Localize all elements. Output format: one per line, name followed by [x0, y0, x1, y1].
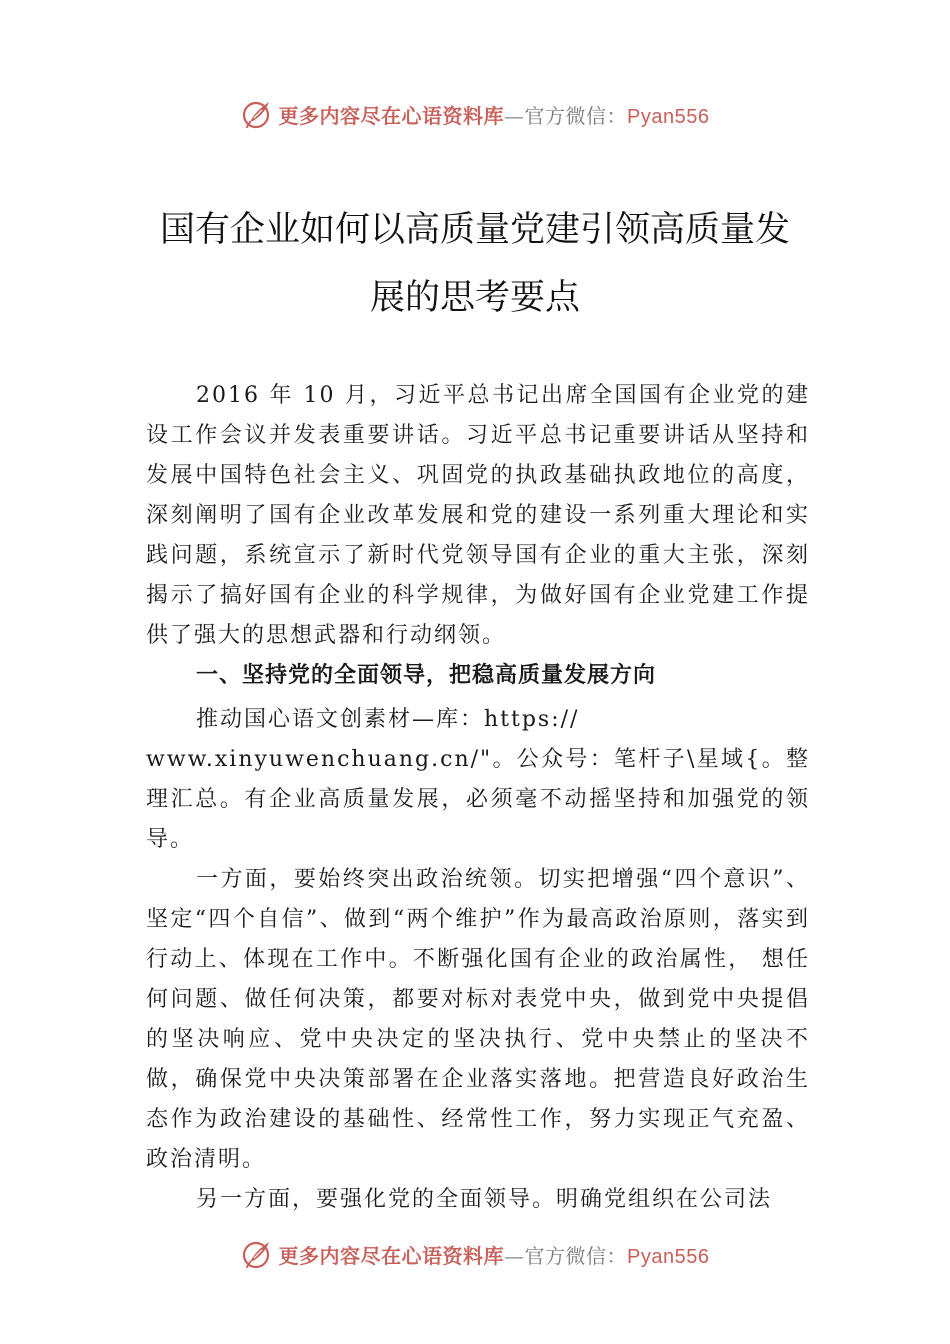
watermark-text: [279, 1240, 710, 1269]
watermark-brand: 更多内容尽在心语资料库: [278, 103, 505, 128]
section-1-paragraph-1: [146, 700, 810, 860]
title-line-2: 展的思考要点: [369, 278, 580, 318]
title-line-1: 国有企业如何以高质量党建引领高质量发: [159, 210, 790, 250]
watermark-separator: —: [504, 1243, 525, 1268]
feather-pen-icon: [241, 98, 273, 130]
watermark-brand: 更多内容尽在心语资料库: [278, 1243, 505, 1268]
watermark-text: [279, 100, 710, 129]
document-body: [146, 376, 810, 1220]
section-1-heading: 一、坚持党的全面领导，把稳高质量发展方向: [196, 663, 657, 688]
watermark-footer: [0, 1234, 950, 1274]
section-1-p1-first-line: 推动国心语文创素材—库：https://: [196, 707, 580, 732]
watermark-header: [0, 94, 950, 134]
section-1-paragraph-2: 一方面，要始终突出政治统领。切实把增强“四个意识”、坚定“四个自信”、做到“两个维护”作为最高政治原则，落实到行动上、体现在工作中。不断强化国有企业的政治属性， 想任何问题、做任何决策，都要对标对表党中央，做到党中央提倡的坚决响应、党中央决定的坚决执行、党中央禁止的坚决不做，确保党中央决策部署在企业落实落地。把营造良好政治生态作为政治建设的基础性、经常性工作，努力实现正气充盈、政治清明。: [146, 867, 810, 1172]
watermark-label: 官方微信：: [524, 103, 628, 128]
document-title: [140, 196, 810, 332]
section-1-paragraph-3: 另一方面，要强化党的全面领导。明确党组织在公司法: [196, 1187, 773, 1212]
intro-paragraph: 2016 年 10 月，习近平总书记出席全国国有企业党的建设工作会议并发表重要讲话。习近平总书记重要讲话从坚持和发展中国特色社会主义、巩固党的执政基础执政地位的高度，深刻阐明了国有企业改革发展和党的建设一系列重大理论和实践问题，系统宣示了新时代党领导国有企业的重大主张，深刻揭示了搞好国有企业的科学规律，为做好国有企业党建工作提供了强大的思想武器和行动纲领。: [146, 383, 810, 648]
watermark-separator: —: [504, 103, 525, 128]
section-1-p1-rest: www.xinyuwenchuang.cn/"。公众号：笔杆子\星域{。整理汇总。有企业高质量发展，必须毫不动摇坚持和加强党的领导。: [146, 747, 810, 852]
feather-pen-icon: [241, 1238, 273, 1270]
watermark-label: 官方微信：: [524, 1243, 628, 1268]
watermark-wechat-id: Pyan556: [627, 105, 710, 128]
watermark-wechat-id: Pyan556: [627, 1245, 710, 1268]
